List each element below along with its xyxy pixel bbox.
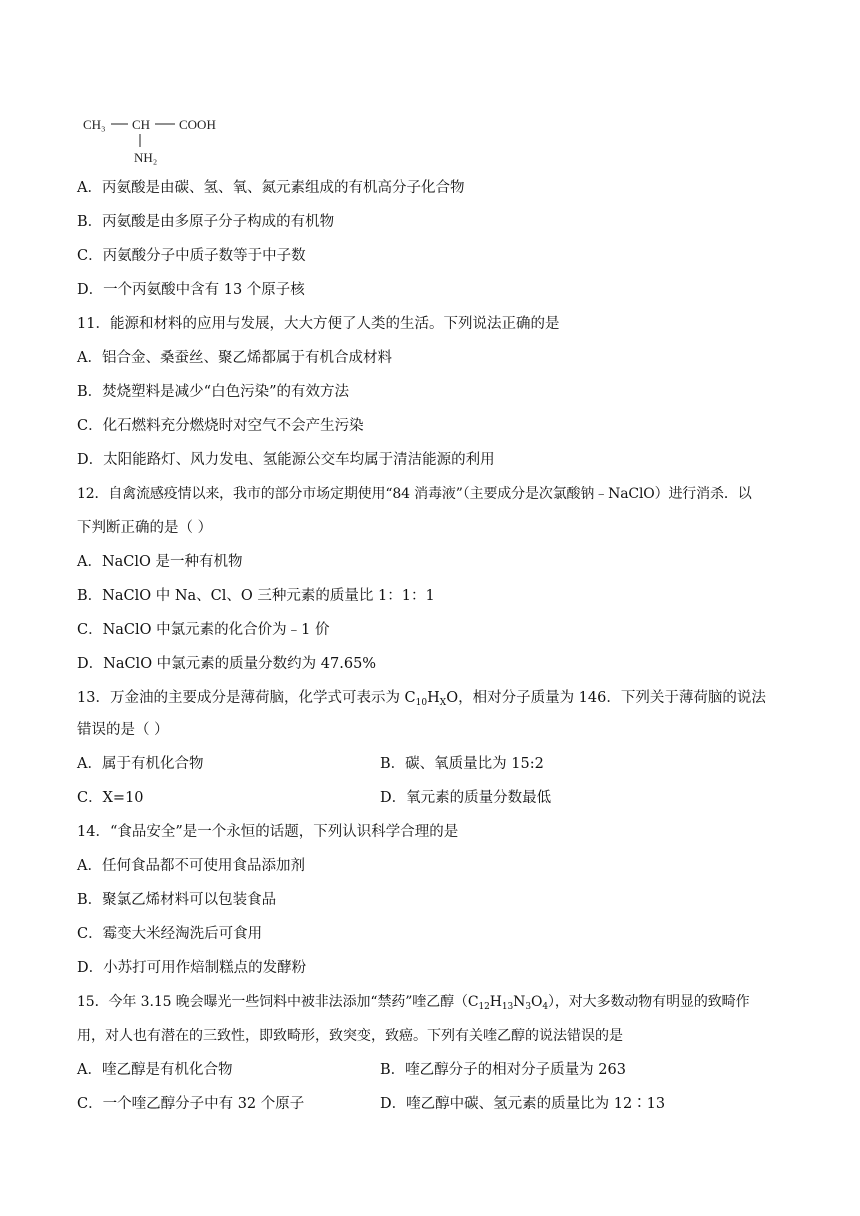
q10-option-d: D．一个丙氨酸中含有 13 个原子核 bbox=[77, 282, 305, 298]
q13-stem-line2: 错误的是（ ） bbox=[77, 722, 169, 738]
q15-option-c: C．一个喹乙醇分子中有 32 个原子 bbox=[77, 1096, 305, 1112]
q14-stem: 14．“食品安全”是一个永恒的话题，下列认识科学合理的是 bbox=[77, 824, 459, 840]
q11-option-b: B．焚烧塑料是减少“白色污染”的有效方法 bbox=[77, 384, 349, 400]
q10-option-b: B．丙氨酸是由多原子分子构成的有机物 bbox=[77, 214, 335, 230]
q10-option-a: A．丙氨酸是由碳、氢、氧、氮元素组成的有机高分子化合物 bbox=[77, 180, 465, 196]
q15-option-d: D．喹乙醇中碳、氢元素的质量比为 12∶13 bbox=[380, 1096, 666, 1112]
q13-stem-line1: 13．万金油的主要成分是薄荷脑，化学式可表示为 $C_{10}H_XO$，相对分子质量为 146．下列关于薄荷脑的说法 bbox=[77, 690, 766, 708]
q12-option-a: A．NaClO 是一种有机物 bbox=[77, 554, 243, 570]
q13-option-c: C．X=10 bbox=[77, 790, 144, 806]
q15-option-a: A．喹乙醇是有机化合物 bbox=[77, 1062, 233, 1078]
q11-option-d: D．太阳能路灯、风力发电、氢能源公交车均属于清洁能源的利用 bbox=[77, 452, 495, 468]
q11-option-a: A．铝合金、桑蚕丝、聚乙烯都属于有机合成材料 bbox=[77, 350, 392, 366]
ch3-group: CH₃ bbox=[83, 117, 106, 132]
q12-option-c: C．NaClO 中氯元素的化合价为﹣1 价 bbox=[77, 622, 330, 638]
q12-option-b: B．NaClO 中 Na、Cl、O 三种元素的质量比 1：1：1 bbox=[77, 588, 435, 604]
q10-option-c: C．丙氨酸分子中质子数等于中子数 bbox=[77, 248, 306, 264]
q11-option-c: C．化石燃料充分燃烧时对空气不会产生污染 bbox=[77, 418, 364, 434]
q15-stem-line1: 15．今年 3.15 晚会曝光一些饲料中被非法添加“禁药”喹乙醇$(C_{12}H_{13}N_3O_4)$，对大多数动物有明显的致畸作 bbox=[77, 994, 750, 1012]
q13-option-d: D．氧元素的质量分数最低 bbox=[380, 790, 552, 806]
q15-stem-line2: 用，对人也有潜在的三致性，即致畸形，致突变，致癌。下列有关喹乙醇的说法错误的是 bbox=[77, 1028, 623, 1044]
q14-option-b: B．聚氯乙烯材料可以包装食品 bbox=[77, 892, 277, 908]
q14-option-c: C．霉变大米经淘洗后可食用 bbox=[77, 926, 263, 942]
q12-stem-line1: 12．自禽流感疫情以来，我市的部分市场定期使用“84 消毒液”（主要成分是次氯酸钠﹣NaClO）进行消杀．以 bbox=[77, 486, 752, 502]
q15-option-b: B．喹乙醇分子的相对分子质量为 263 bbox=[380, 1062, 626, 1078]
alanine-structure-diagram bbox=[83, 112, 233, 170]
q13-option-b: B．碳、氧质量比为 15:2 bbox=[380, 756, 544, 772]
cooh-group: COOH bbox=[179, 117, 216, 132]
q14-option-a: A．任何食品都不可使用食品添加剂 bbox=[77, 858, 305, 874]
q13-option-a: A．属于有机化合物 bbox=[77, 756, 204, 772]
q11-stem: 11．能源和材料的应用与发展，大大方便了人类的生活。下列说法正确的是 bbox=[77, 316, 560, 332]
q12-stem-line2: 下判断正确的是（ ） bbox=[77, 520, 213, 536]
ch-group: CH bbox=[132, 117, 151, 132]
q14-option-d: D．小苏打可用作焙制糕点的发酵粉 bbox=[77, 960, 307, 976]
q13-options-row1 bbox=[77, 754, 203, 774]
nh2-group: NH₂ bbox=[134, 150, 158, 165]
q12-option-d: D．NaClO 中氯元素的质量分数约为 47.65% bbox=[77, 656, 377, 672]
